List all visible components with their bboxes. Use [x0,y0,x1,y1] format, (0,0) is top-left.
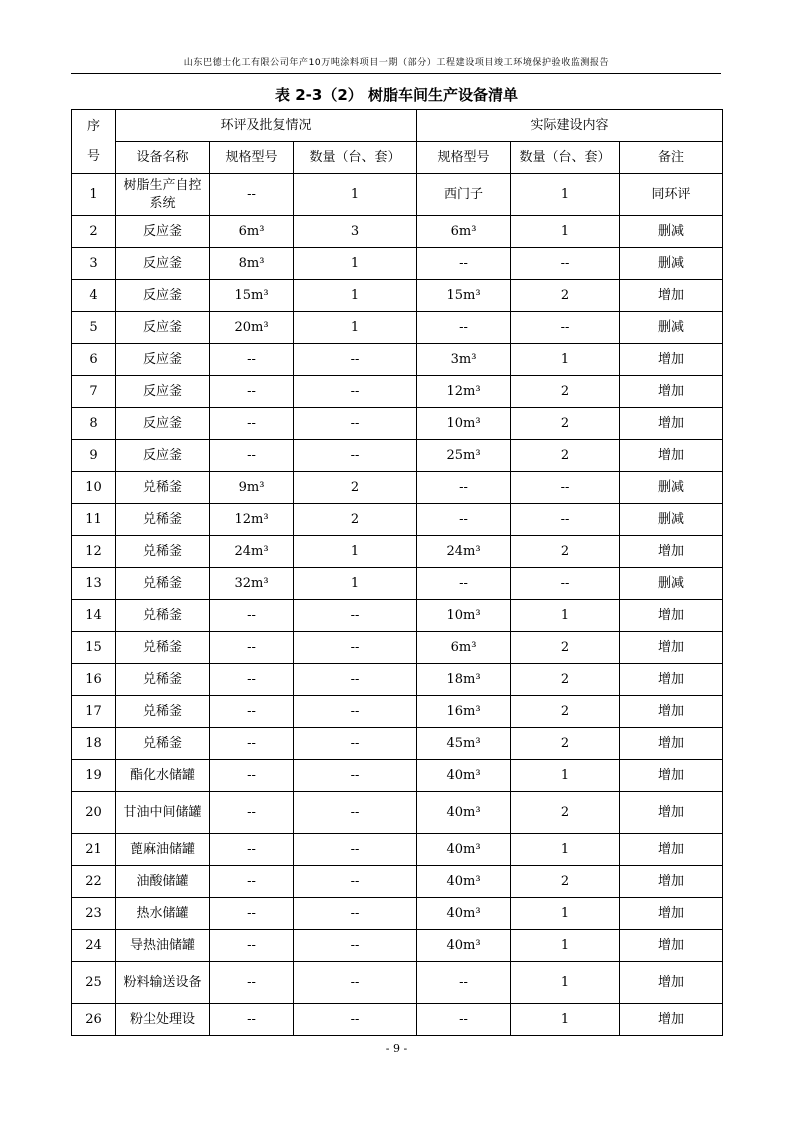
actual-spec-cell: 45m³ [417,728,511,760]
seq-cell: 19 [72,760,116,792]
device-name-cell: 反应釜 [116,280,210,312]
actual-qty-cell: 2 [511,792,620,834]
actual-qty-cell: 2 [511,866,620,898]
seq-header: 序号 [72,110,116,174]
actual-spec-cell: -- [417,248,511,280]
actual-spec-cell: 18m³ [417,664,511,696]
device-name-cell: 兑稀釜 [116,472,210,504]
note-cell: 增加 [620,600,723,632]
spec-cell: -- [210,866,294,898]
name-header: 设备名称 [116,142,210,174]
actual-spec-cell: 40m³ [417,898,511,930]
qty-cell: -- [294,898,417,930]
actual-qty-cell: 1 [511,174,620,216]
device-name-cell: 兑稀釜 [116,728,210,760]
actual-qty-cell: 2 [511,696,620,728]
table-row [72,408,723,440]
device-name-cell: 反应釜 [116,216,210,248]
actual-qty-cell: -- [511,472,620,504]
table-row [72,440,723,472]
table-title: 表 2-3（2） 树脂车间生产设备清单 [275,86,518,104]
qty-cell: -- [294,664,417,696]
qty-cell: 1 [294,312,417,344]
seq-cell: 14 [72,600,116,632]
actual-qty-cell: -- [511,312,620,344]
table-row [72,898,723,930]
qty-cell: -- [294,600,417,632]
spec-cell: -- [210,898,294,930]
table-row [72,216,723,248]
qty-cell: 1 [294,536,417,568]
note-cell: 增加 [620,930,723,962]
note-cell: 增加 [620,440,723,472]
actual-group-header: 实际建设内容 [417,110,723,142]
actual-spec-cell: 15m³ [417,280,511,312]
note-cell: 增加 [620,1004,723,1036]
actual-qty-cell: 2 [511,536,620,568]
spec-cell: -- [210,344,294,376]
spec-cell: -- [210,792,294,834]
actual-spec-cell: -- [417,472,511,504]
actual-qty-cell: 1 [511,344,620,376]
actual-spec-cell: -- [417,312,511,344]
seq-cell: 13 [72,568,116,600]
device-name-cell: 导热油储罐 [116,930,210,962]
spec-cell: -- [210,376,294,408]
table-row [72,344,723,376]
table-row [72,568,723,600]
actual-spec-cell: 40m³ [417,834,511,866]
note-cell: 增加 [620,408,723,440]
spec2-header: 规格型号 [417,142,511,174]
device-name-cell: 反应釜 [116,376,210,408]
spec-cell: 8m³ [210,248,294,280]
spec-header: 规格型号 [210,142,294,174]
table-row [72,248,723,280]
note-cell: 增加 [620,834,723,866]
seq-cell: 7 [72,376,116,408]
seq-cell: 2 [72,216,116,248]
actual-qty-cell: 1 [511,962,620,1004]
device-name-cell: 兑稀釜 [116,504,210,536]
seq-cell: 21 [72,834,116,866]
device-name-cell: 反应釜 [116,344,210,376]
actual-qty-cell: 2 [511,408,620,440]
note-cell: 增加 [620,344,723,376]
note-cell: 同环评 [620,174,723,216]
seq-cell: 16 [72,664,116,696]
device-name-cell: 树脂生产自控系统 [116,174,210,216]
table-row [72,760,723,792]
actual-spec-cell: 10m³ [417,408,511,440]
device-name-cell: 热水储罐 [116,898,210,930]
table-row [72,174,723,216]
device-name-cell: 反应釜 [116,248,210,280]
qty-cell: -- [294,962,417,1004]
actual-qty-cell: 1 [511,1004,620,1036]
page-number: - 9 - [385,1042,408,1055]
note-cell: 增加 [620,866,723,898]
table-row [72,930,723,962]
seq-cell: 17 [72,696,116,728]
header-row-2 [72,142,723,174]
device-name-cell: 蓖麻油储罐 [116,834,210,866]
device-name-cell: 兑稀釜 [116,536,210,568]
seq-cell: 15 [72,632,116,664]
spec-cell: 6m³ [210,216,294,248]
seq-cell: 22 [72,866,116,898]
actual-spec-cell: 6m³ [417,216,511,248]
seq-cell: 10 [72,472,116,504]
seq-cell: 6 [72,344,116,376]
table-row [72,792,723,834]
actual-qty-cell: 2 [511,664,620,696]
seq-cell: 18 [72,728,116,760]
qty-cell: -- [294,376,417,408]
actual-qty-cell: 1 [511,760,620,792]
actual-spec-cell: 西门子 [417,174,511,216]
qty-cell: 2 [294,472,417,504]
actual-qty-cell: 2 [511,728,620,760]
seq-cell: 4 [72,280,116,312]
actual-qty-cell: 2 [511,440,620,472]
device-name-cell: 反应釜 [116,408,210,440]
table-row [72,504,723,536]
device-name-cell: 反应釜 [116,440,210,472]
device-name-cell: 兑稀釜 [116,600,210,632]
qty-cell: -- [294,696,417,728]
actual-qty-cell: 1 [511,930,620,962]
device-name-cell: 粉料输送设备 [116,962,210,1004]
table-row [72,834,723,866]
note-cell: 删减 [620,472,723,504]
seq-cell: 8 [72,408,116,440]
header-row-1 [72,110,723,142]
qty-cell: -- [294,792,417,834]
actual-spec-cell: -- [417,568,511,600]
note-cell: 删减 [620,248,723,280]
table-row [72,962,723,1004]
qty-cell: -- [294,866,417,898]
note-cell: 增加 [620,792,723,834]
actual-spec-cell: 16m³ [417,696,511,728]
seq-cell: 9 [72,440,116,472]
actual-qty-cell: 1 [511,898,620,930]
equipment-table [71,109,723,1036]
actual-spec-cell: -- [417,962,511,1004]
spec-cell: -- [210,1004,294,1036]
qty-cell: 2 [294,504,417,536]
qty-cell: -- [294,632,417,664]
seq-cell: 24 [72,930,116,962]
actual-spec-cell: 40m³ [417,866,511,898]
seq-cell: 11 [72,504,116,536]
qty-header: 数量（台、套） [294,142,417,174]
spec-cell: -- [210,728,294,760]
qty-cell: -- [294,728,417,760]
qty-cell: -- [294,930,417,962]
actual-spec-cell: 3m³ [417,344,511,376]
spec-cell: -- [210,440,294,472]
seq-cell: 20 [72,792,116,834]
actual-spec-cell: 10m³ [417,600,511,632]
note-cell: 删减 [620,504,723,536]
actual-qty-cell: 2 [511,632,620,664]
device-name-cell: 兑稀釜 [116,664,210,696]
table-row [72,866,723,898]
spec-cell: 20m³ [210,312,294,344]
table-row [72,280,723,312]
note-cell: 增加 [620,536,723,568]
actual-qty-cell: 2 [511,280,620,312]
spec-cell: 9m³ [210,472,294,504]
note-cell: 增加 [620,280,723,312]
spec-cell: 12m³ [210,504,294,536]
spec-cell: -- [210,930,294,962]
spec-cell: 24m³ [210,536,294,568]
actual-spec-cell: 25m³ [417,440,511,472]
header-divider [71,73,721,74]
actual-qty-cell: 1 [511,834,620,866]
qty-cell: -- [294,344,417,376]
seq-cell: 26 [72,1004,116,1036]
table-row [72,728,723,760]
spec-cell: -- [210,600,294,632]
table-row [72,376,723,408]
note-cell: 增加 [620,728,723,760]
note-header: 备注 [620,142,723,174]
device-name-cell: 兑稀釜 [116,568,210,600]
seq-cell: 3 [72,248,116,280]
spec-cell: -- [210,760,294,792]
qty-cell: -- [294,408,417,440]
device-name-cell: 反应釜 [116,312,210,344]
qty-cell: 1 [294,248,417,280]
actual-qty-cell: -- [511,568,620,600]
actual-qty-cell: -- [511,504,620,536]
device-name-cell: 酯化水储罐 [116,760,210,792]
table-row [72,536,723,568]
note-cell: 增加 [620,376,723,408]
actual-qty-cell: 2 [511,376,620,408]
seq-cell: 1 [72,174,116,216]
qty-cell: 1 [294,174,417,216]
actual-spec-cell: 40m³ [417,792,511,834]
actual-spec-cell: 40m³ [417,930,511,962]
spec-cell: -- [210,696,294,728]
table-row [72,664,723,696]
note-cell: 增加 [620,696,723,728]
table-row [72,312,723,344]
spec-cell: -- [210,664,294,696]
eia-group-header: 环评及批复情况 [116,110,417,142]
spec-cell: -- [210,962,294,1004]
qty-cell: -- [294,760,417,792]
actual-qty-cell: 1 [511,216,620,248]
note-cell: 增加 [620,632,723,664]
device-name-cell: 粉尘处理设 [116,1004,210,1036]
qty-cell: -- [294,440,417,472]
spec-cell: 15m³ [210,280,294,312]
table-row [72,632,723,664]
seq-cell: 12 [72,536,116,568]
actual-spec-cell: 40m³ [417,760,511,792]
qty-cell: 1 [294,568,417,600]
table-row [72,696,723,728]
table-row [72,472,723,504]
seq-cell: 5 [72,312,116,344]
actual-spec-cell: -- [417,1004,511,1036]
qty-cell: 1 [294,280,417,312]
table-row [72,600,723,632]
spec-cell: -- [210,834,294,866]
actual-spec-cell: 24m³ [417,536,511,568]
report-header: 山东巴德士化工有限公司年产10万吨涂料项目一期（部分）工程建设项目竣工环境保护验收监测报告 [183,58,610,68]
spec-cell: -- [210,408,294,440]
actual-qty-cell: -- [511,248,620,280]
qty2-header: 数量（台、套） [511,142,620,174]
spec-cell: -- [210,632,294,664]
note-cell: 增加 [620,664,723,696]
seq-cell: 23 [72,898,116,930]
device-name-cell: 甘油中间储罐 [116,792,210,834]
device-name-cell: 兑稀釜 [116,632,210,664]
note-cell: 增加 [620,760,723,792]
seq-cell: 25 [72,962,116,1004]
qty-cell: 3 [294,216,417,248]
note-cell: 删减 [620,216,723,248]
spec-cell: 32m³ [210,568,294,600]
note-cell: 增加 [620,962,723,1004]
actual-qty-cell: 1 [511,600,620,632]
actual-spec-cell: 6m³ [417,632,511,664]
spec-cell: -- [210,174,294,216]
qty-cell: -- [294,834,417,866]
qty-cell: -- [294,1004,417,1036]
device-name-cell: 兑稀釜 [116,696,210,728]
device-name-cell: 油酸储罐 [116,866,210,898]
table-row [72,1004,723,1036]
actual-spec-cell: 12m³ [417,376,511,408]
actual-spec-cell: -- [417,504,511,536]
note-cell: 删减 [620,568,723,600]
note-cell: 增加 [620,898,723,930]
note-cell: 删减 [620,312,723,344]
